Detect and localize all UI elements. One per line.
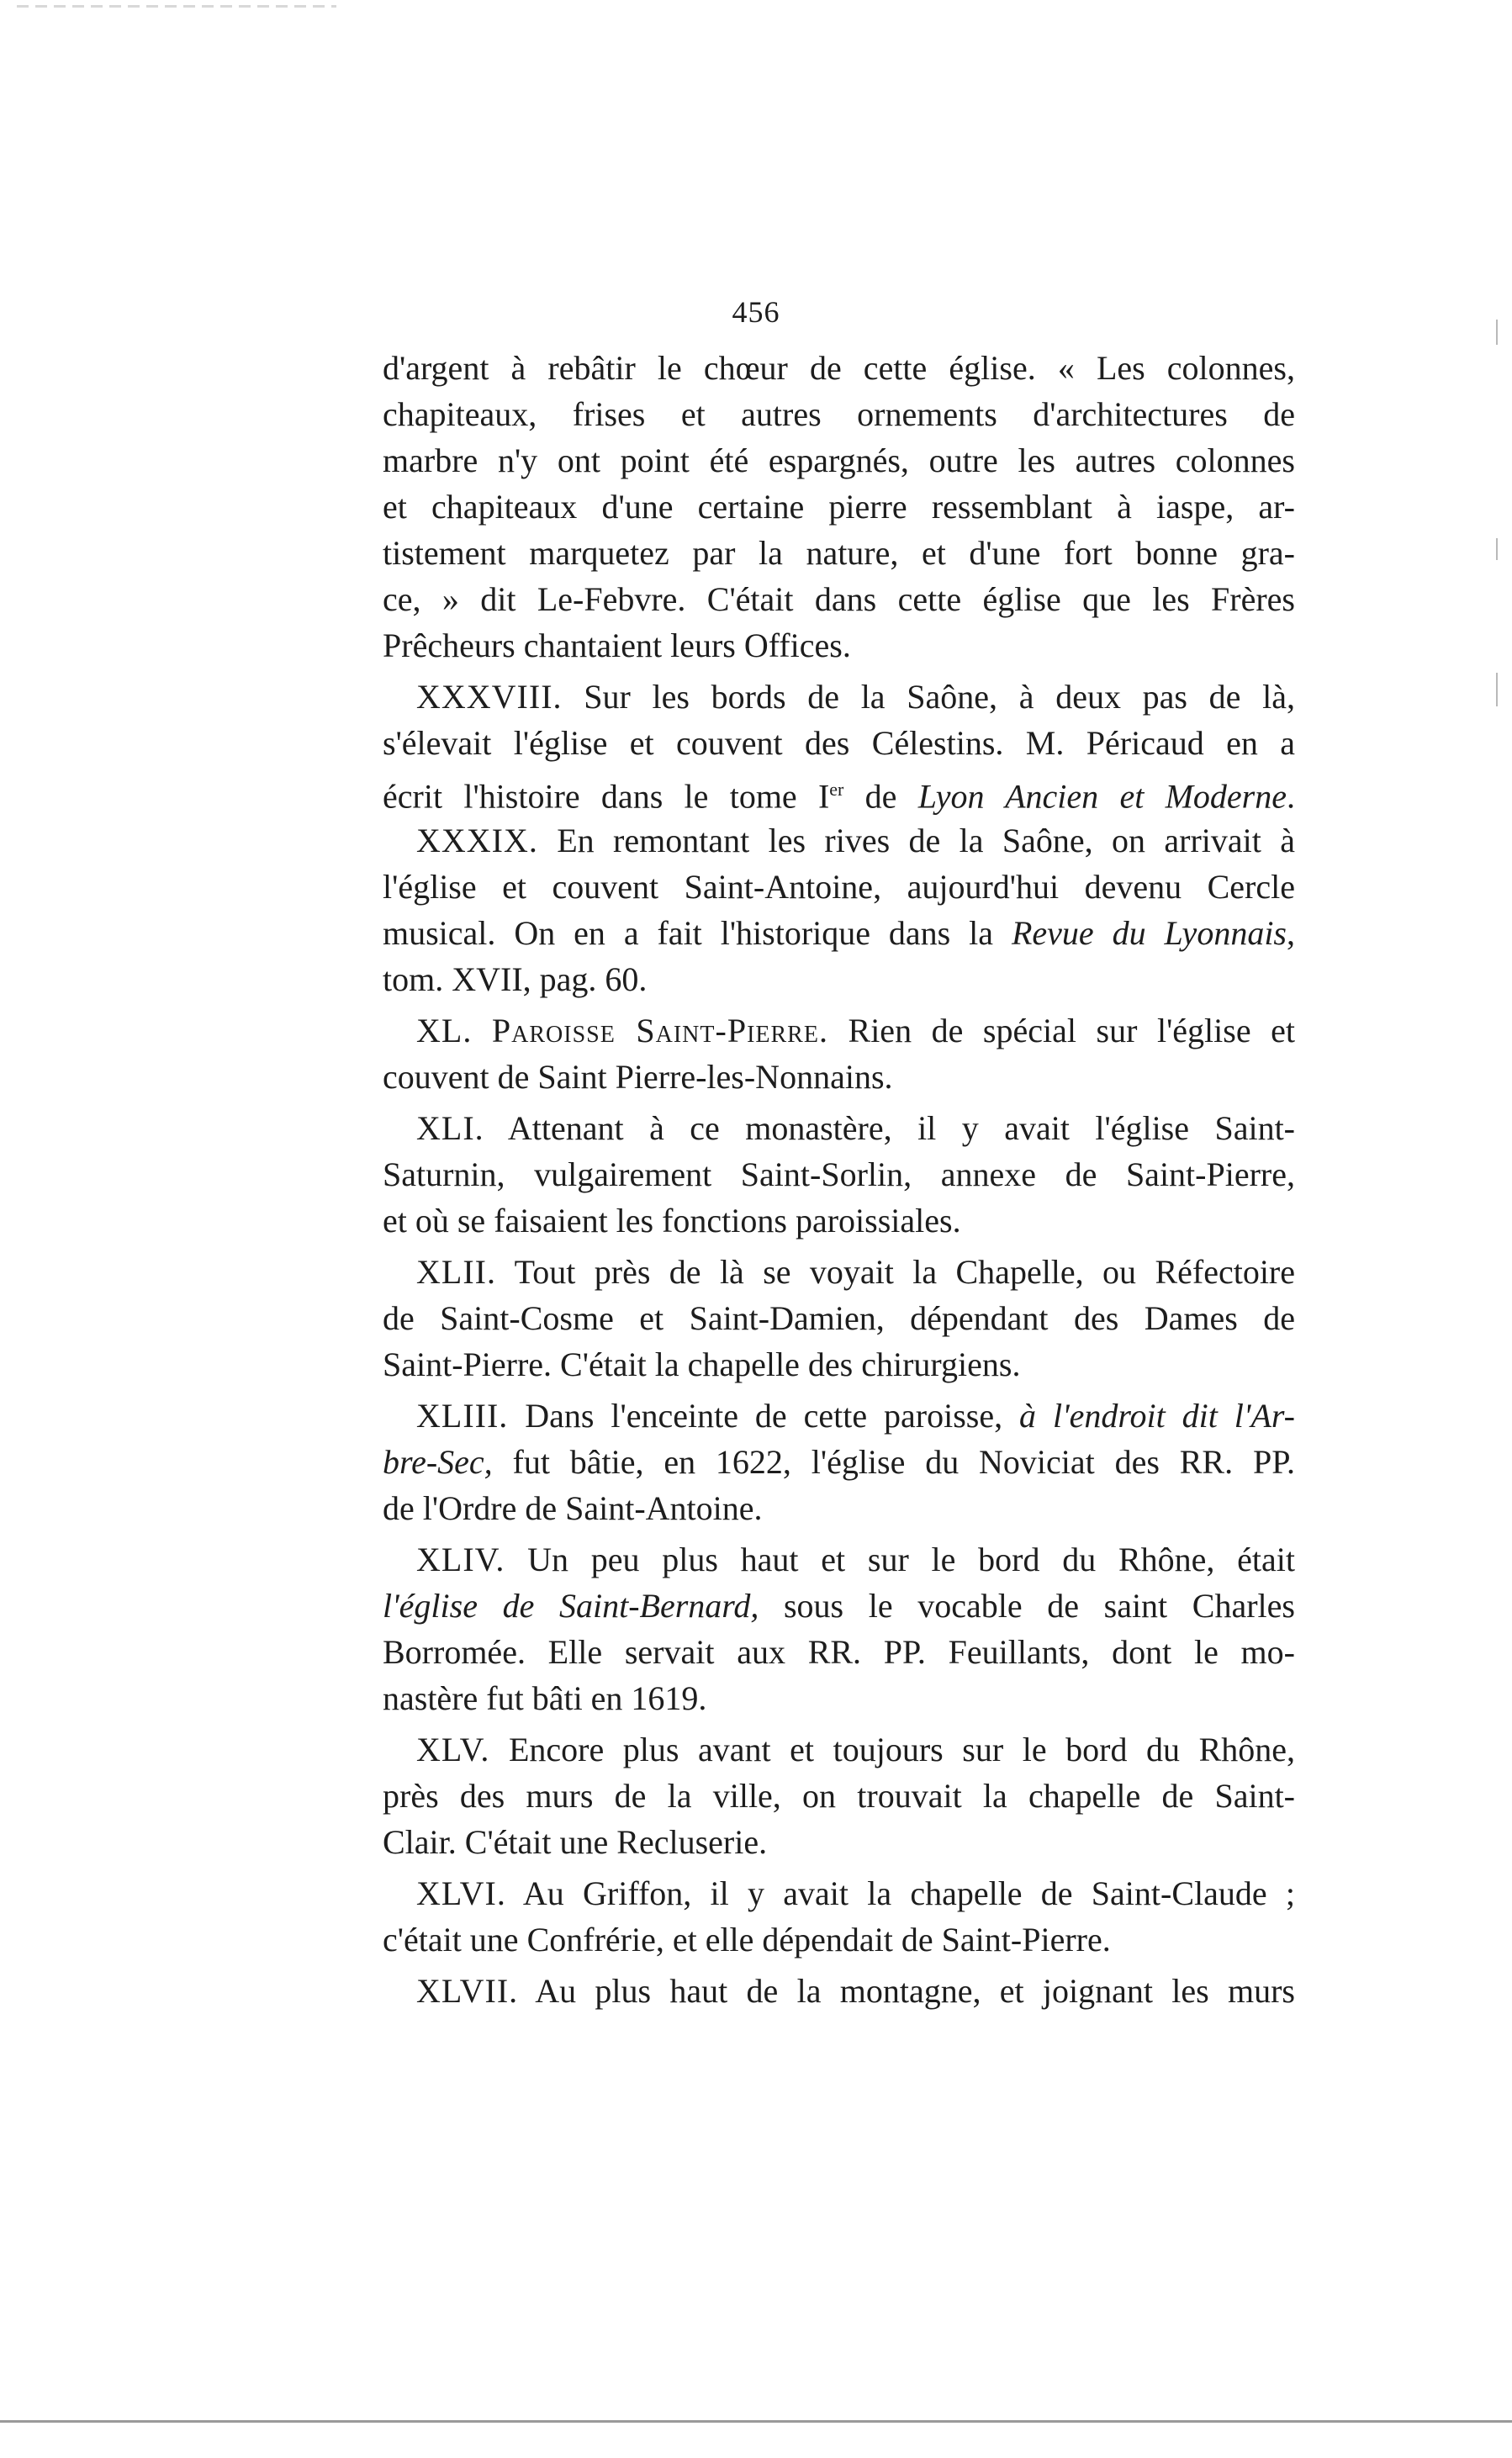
- text-line: XXXVIII. Sur les bords de la Saône, à deux pas de là,: [416, 678, 1296, 716]
- text-line: près des murs de la ville, on trouvait la chapelle de Saint-: [383, 1777, 1295, 1815]
- section-heading: Paroisse Saint-Pierre.: [491, 1012, 828, 1049]
- margin-mark: [1496, 673, 1498, 706]
- text-line: XLV. Encore plus avant et toujours sur le bord du Rhône,: [416, 1731, 1295, 1768]
- text-line: tistement marquetez par la nature, et d'une fort bonne gra-: [383, 534, 1295, 572]
- text-line: XL. Paroisse Saint-Pierre. Rien de spécial sur l'église et: [416, 1012, 1296, 1049]
- text-line: XLVI. Au Griffon, il y avait la chapelle de Saint-Claude ;: [416, 1874, 1295, 1912]
- paragraph-xliii: [383, 1393, 1295, 1531]
- paragraph-xliv: [383, 1536, 1295, 1721]
- text-line: l'église de Saint-Bernard, sous le vocable de saint Charles: [383, 1587, 1295, 1625]
- text-line: musical. On en a fait l'historique dans la Revue du Lyonnais,: [383, 914, 1295, 952]
- text-line: tom. XVII, pag. 60.: [383, 960, 648, 998]
- text-line: bre-Sec, fut bâtie, en 1622, l'église du Noviciat des RR. PP.: [383, 1443, 1295, 1481]
- paragraph-xlvii: [383, 1968, 1295, 2014]
- text-line: XLIII. Dans l'enceinte de cette paroisse, à l'endroit dit l'Ar-: [416, 1397, 1295, 1435]
- paragraph-xlv: [383, 1726, 1295, 1865]
- scan-bottom-edge: [0, 2420, 1512, 2423]
- text-line: nastère fut bâti en 1619.: [383, 1679, 707, 1717]
- paragraph-number: XLVII.: [416, 1972, 519, 2010]
- text-line: écrit l'histoire dans le tome Ier de Lyon Ancien et Moderne.: [383, 777, 1296, 816]
- paragraph-number: XLI.: [416, 1109, 484, 1147]
- scan-artifact-rule: [17, 5, 336, 8]
- text-line: XLII. Tout près de là se voyait la Chapelle, ou Réfectoire: [416, 1253, 1295, 1291]
- text-line: l'église et couvent Saint-Antoine, aujourd'hui devenu Cercle: [383, 868, 1295, 906]
- text-line: Saturnin, vulgairement Saint-Sorlin, annexe de Saint-Pierre,: [383, 1155, 1295, 1193]
- page-body: [383, 345, 1295, 2014]
- text-line: d'argent à rebâtir le chœur de cette église. « Les colonnes,: [383, 349, 1295, 387]
- paragraph-xlii: [383, 1249, 1295, 1388]
- paragraph-number: XLII.: [416, 1253, 496, 1291]
- paragraph-number: XLV.: [416, 1731, 490, 1768]
- text-line: XLIV. Un peu plus haut et sur le bord du Rhône, était: [416, 1541, 1295, 1578]
- text-line: s'élevait l'église et couvent des Célestins. M. Péricaud en a: [383, 724, 1295, 762]
- text-line: chapiteaux, frises et autres ornements d'architectures de: [383, 395, 1295, 433]
- paragraph-number: XLIII.: [416, 1397, 509, 1435]
- text-line: XXXIX. En remontant les rives de la Saône, on arrivait à: [416, 822, 1296, 859]
- text-line: Prêcheurs chantaient leurs Offices.: [383, 626, 851, 664]
- paragraph-number: XL.: [416, 1012, 473, 1049]
- text-line: de Saint-Cosme et Saint-Damien, dépendant des Dames de: [383, 1299, 1295, 1337]
- paragraph-number: XXXIX.: [416, 822, 538, 859]
- text-line: couvent de Saint Pierre-les-Nonnains.: [383, 1058, 893, 1096]
- paragraph-number: XLVI.: [416, 1874, 506, 1912]
- text-line: XLI. Attenant à ce monastère, il y avait l'église Saint-: [416, 1109, 1296, 1147]
- paragraph-number: XLIV.: [416, 1541, 505, 1578]
- text-line: c'était une Confrérie, et elle dépendait de Saint-Pierre.: [383, 1921, 1111, 1958]
- page-number: 456: [732, 295, 780, 329]
- paragraph-xlvi: [383, 1870, 1295, 1963]
- book-title: Lyon Ancien et Moderne: [917, 777, 1287, 816]
- paragraph-xxxviii: [383, 674, 1296, 816]
- text-line: ce, » dit Le-Febvre. C'était dans cette église que les Frères: [383, 580, 1295, 618]
- paragraph-xl: [383, 1007, 1295, 1100]
- text-line: marbre n'y ont point été espargnés, outre les autres colonnes: [383, 441, 1295, 479]
- paragraph-xxxix: [383, 817, 1295, 1002]
- paragraph-xli: [383, 1105, 1295, 1244]
- text-line: Borromée. Elle servait aux RR. PP. Feuillants, dont le mo-: [383, 1633, 1295, 1671]
- journal-title: Revue du Lyonnais: [1011, 914, 1287, 952]
- text-line: de l'Ordre de Saint-Antoine.: [383, 1489, 763, 1527]
- text-line: Saint-Pierre. C'était la chapelle des chirurgiens.: [383, 1345, 1021, 1383]
- text-line: et où se faisaient les fonctions paroissiales.: [383, 1202, 961, 1240]
- text-line: et chapiteaux d'une certaine pierre ressemblant à iaspe, ar-: [383, 488, 1295, 526]
- margin-mark: [1496, 538, 1498, 560]
- text-line: XLVII. Au plus haut de la montagne, et joignant les murs: [416, 1972, 1295, 2010]
- paragraph-number: XXXVIII.: [416, 678, 563, 716]
- text-line: Clair. C'était une Recluserie.: [383, 1823, 768, 1861]
